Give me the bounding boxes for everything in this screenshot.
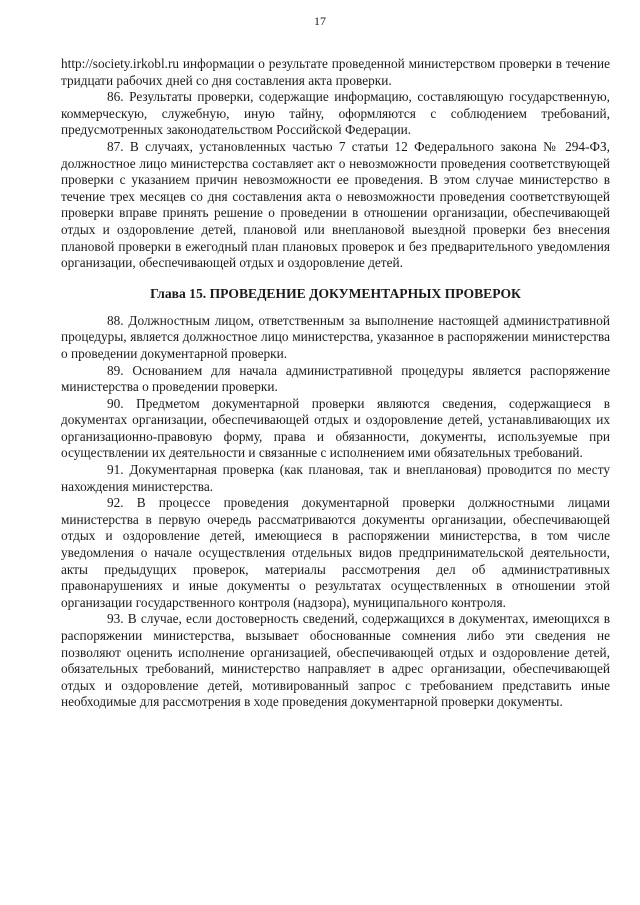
paragraph-87: 87. В случаях, установленных частью 7 статьи 12 Федерального закона № 294-ФЗ, должностное лицо министерства составляет акт о невозможности проведения соответствующей проверки с указанием причин невозможности ее проведения. В этом случае министерство в течение трех месяцев со дня составления акта о невозможности проведения соответствующей проверки вправе принять решение о проведении в отношении организации, обеспечивающей отдых и оздоровление детей, плановой или внеплановой выездной проверки без внесения плановой проверки в ежегодный план плановых проверок и без предварительного уведомления организации, обеспечивающей отдых и оздоровление детей. xyxy=(61,138,610,271)
paragraph-88: 88. Должностным лицом, ответственным за выполнение настоящей административной процедуры, является должностное лицо министерства, указанное в распоряжении министерства о проведении документарной проверки. xyxy=(61,312,610,361)
paragraph-93: 93. В случае, если достоверность сведений, содержащихся в документах, имеющихся в распоряжении министерства, вызывает обоснованные сомнения либо эти сведения не позволяют оценить исполнение организацией, обеспечивающей отдых и оздоровление детей, обязательных требований, министерство направляет в адрес организации, обеспечивающей отдых и оздоровление детей, мотивированный запрос с требованием представить иные необходимые для рассмотрения в ходе проведения документарной проверки документы. xyxy=(61,611,610,710)
paragraph-86: 86. Результаты проверки, содержащие информацию, составляющую государственную, коммерческую, служебную, иную тайну, оформляются с соблюдением требований, предусмотренных законодательством Российской Федерации. xyxy=(61,89,610,138)
paragraph-90: 90. Предметом документарной проверки являются сведения, содержащиеся в документах организации, обеспечивающей отдых и оздоровление детей, устанавливающих их организационно-правовую форму, права и обязанности, документы, используемые при осуществлении их деятельности и связанные с исполнением ими обязательных требований. xyxy=(61,395,610,461)
chapter-heading: Глава 15. ПРОВЕДЕНИЕ ДОКУМЕНТАРНЫХ ПРОВЕРОК xyxy=(150,285,521,301)
paragraph-91: 91. Документарная проверка (как плановая, так и внеплановая) проводится по месту нахождения министерства. xyxy=(61,462,610,494)
paragraph-92: 92. В процессе проведения документарной проверки должностными лицами министерства в первую очередь рассматриваются документы организации, обеспечивающей отдых и оздоровление детей, имеющиеся в распоряжении министерства, в том числе уведомления о начале осуществления отдельных видов предпринимательской деятельности, акты предыдущих проверок, материалы рассмотрения дел об административных правонарушениях и иные документы о результатах осуществленных в отношении этой организации государственного контроля (надзора), муниципального контроля. xyxy=(61,495,610,610)
paragraph-85-continuation: http://society.irkobl.ru информации о результате проведенной министерством проверки в течение тридцати рабочих дней со дня составления акта проверки. xyxy=(61,56,610,88)
paragraph-89: 89. Основанием для начала административной процедуры является распоряжение министерства о проведении проверки. xyxy=(61,362,610,395)
page-number: 17 xyxy=(314,14,326,28)
